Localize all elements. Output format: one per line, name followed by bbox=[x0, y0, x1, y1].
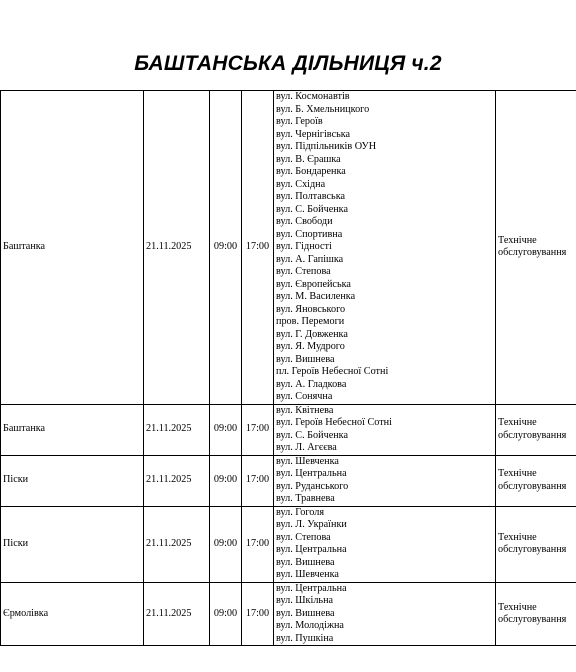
work-type-cell bbox=[496, 404, 576, 455]
street-item: вул. Вишнева bbox=[276, 556, 335, 568]
street-item: вул. Шевченка bbox=[276, 455, 339, 467]
street-item: вул. Європейська bbox=[276, 278, 351, 290]
work-type-cell bbox=[496, 91, 576, 405]
work-type-line: обслуговування bbox=[498, 429, 567, 441]
streets-cell bbox=[274, 455, 496, 506]
end-time-cell: 17:00 bbox=[242, 582, 274, 646]
table-row bbox=[1, 404, 576, 455]
street-item: вул. С. Бойченка bbox=[276, 429, 348, 441]
settlement-cell: Єрмолівка bbox=[1, 582, 144, 646]
table-row bbox=[1, 91, 576, 405]
street-item: вул. Героїв bbox=[276, 116, 323, 127]
street-item: вул. Пушкіна bbox=[276, 632, 334, 644]
street-item: вул. Степова bbox=[276, 531, 331, 543]
street-item: вул. Центральна bbox=[276, 582, 347, 594]
settlement-cell: Піски bbox=[1, 455, 144, 506]
street-item: вул. Травнева bbox=[276, 493, 335, 504]
end-time-cell: 17:00 bbox=[242, 404, 274, 455]
streets-cell bbox=[274, 404, 496, 455]
start-time-cell: 09:00 bbox=[210, 506, 242, 582]
street-item: вул. Східна bbox=[276, 178, 326, 190]
street-item: пл. Героїв Небесної Сотні bbox=[276, 366, 389, 377]
street-item: вул. В. Єрашка bbox=[276, 153, 341, 165]
streets-cell bbox=[274, 506, 496, 582]
street-item: вул. Я. Мудрого bbox=[276, 341, 345, 352]
street-item: вул. Квітнева bbox=[276, 404, 334, 416]
street-item: вул. Б. Хмельницкого bbox=[276, 103, 370, 115]
street-item: вул. Молодіжна bbox=[276, 620, 344, 631]
work-type-line: обслуговування bbox=[498, 247, 567, 259]
street-item: вул. Спортивна bbox=[276, 228, 343, 240]
street-item: вул. А. Гапішка bbox=[276, 253, 344, 265]
streets-cell bbox=[274, 91, 496, 405]
street-item: вул. Сонячна bbox=[276, 391, 333, 402]
end-time-cell: 17:00 bbox=[242, 91, 274, 405]
street-item: вул. Г. Довженка bbox=[276, 328, 348, 340]
table-row bbox=[1, 455, 576, 506]
start-time-cell: 09:00 bbox=[210, 582, 242, 646]
table-row bbox=[1, 582, 576, 646]
street-item: вул. А. Гладкова bbox=[276, 378, 347, 390]
street-item: вул. Л. Агєєва bbox=[276, 442, 337, 453]
table-row bbox=[1, 506, 576, 582]
settlement-cell: Баштанка bbox=[1, 91, 144, 405]
street-item: вул. Вишнева bbox=[276, 353, 335, 365]
settlement-cell: Піски bbox=[1, 506, 144, 582]
date-cell: 21.11.2025 bbox=[144, 91, 210, 405]
start-time-cell: 09:00 bbox=[210, 455, 242, 506]
date-cell: 21.11.2025 bbox=[144, 404, 210, 455]
street-item: вул. Героїв Небесної Сотні bbox=[276, 417, 392, 428]
street-item: вул. Гідності bbox=[276, 241, 332, 252]
street-item: вул. Шевченка bbox=[276, 569, 339, 580]
work-type-line: обслуговування bbox=[498, 480, 567, 492]
street-item: вул. Шкільна bbox=[276, 595, 334, 606]
start-time-cell: 09:00 bbox=[210, 91, 242, 405]
work-type-line: Технічне bbox=[498, 417, 537, 429]
street-item: пров. Перемоги bbox=[276, 316, 345, 327]
street-item: вул. М. Василенка bbox=[276, 291, 356, 302]
settlement-cell: Баштанка bbox=[1, 404, 144, 455]
start-time-cell: 09:00 bbox=[210, 404, 242, 455]
date-cell: 21.11.2025 bbox=[144, 506, 210, 582]
end-time-cell: 17:00 bbox=[242, 455, 274, 506]
street-item: вул. Вишнева bbox=[276, 607, 335, 619]
work-type-line: обслуговування bbox=[498, 544, 567, 555]
work-type-cell bbox=[496, 582, 576, 646]
street-item: вул. Чернігівська bbox=[276, 128, 351, 140]
streets-cell bbox=[274, 582, 496, 646]
street-item: вул. Центральна bbox=[276, 544, 347, 555]
street-item: вул. Яновського bbox=[276, 303, 346, 315]
date-cell: 21.11.2025 bbox=[144, 582, 210, 646]
work-type-line: Технічне bbox=[498, 601, 537, 613]
end-time-cell: 17:00 bbox=[242, 506, 274, 582]
street-item: вул. Полтавська bbox=[276, 191, 346, 202]
street-item: вул. Космонавтів bbox=[276, 91, 350, 102]
work-type-line: Технічне bbox=[498, 531, 537, 543]
work-type-line: обслуговування bbox=[498, 613, 567, 625]
street-item: вул. Бондаренка bbox=[276, 166, 346, 177]
street-item: вул. Центральна bbox=[276, 468, 347, 479]
date-cell: 21.11.2025 bbox=[144, 455, 210, 506]
street-item: вул. Л. Українки bbox=[276, 519, 347, 530]
page-title: БАШТАНСЬКА ДІЛЬНИЦЯ ч.2 bbox=[134, 52, 442, 75]
work-type-line: Технічне bbox=[498, 468, 537, 480]
work-type-cell bbox=[496, 455, 576, 506]
street-item: вул. Підпільників ОУН bbox=[276, 141, 377, 152]
street-item: вул. Свободи bbox=[276, 216, 333, 227]
work-type-cell bbox=[496, 506, 576, 582]
street-item: вул. Руданського bbox=[276, 480, 349, 492]
street-item: вул. Гоголя bbox=[276, 506, 325, 518]
work-type-line: Технічне bbox=[498, 235, 537, 247]
schedule-body bbox=[1, 91, 576, 646]
schedule-table bbox=[0, 90, 576, 646]
street-item: вул. С. Бойченка bbox=[276, 203, 348, 215]
street-item: вул. Степова bbox=[276, 266, 331, 277]
